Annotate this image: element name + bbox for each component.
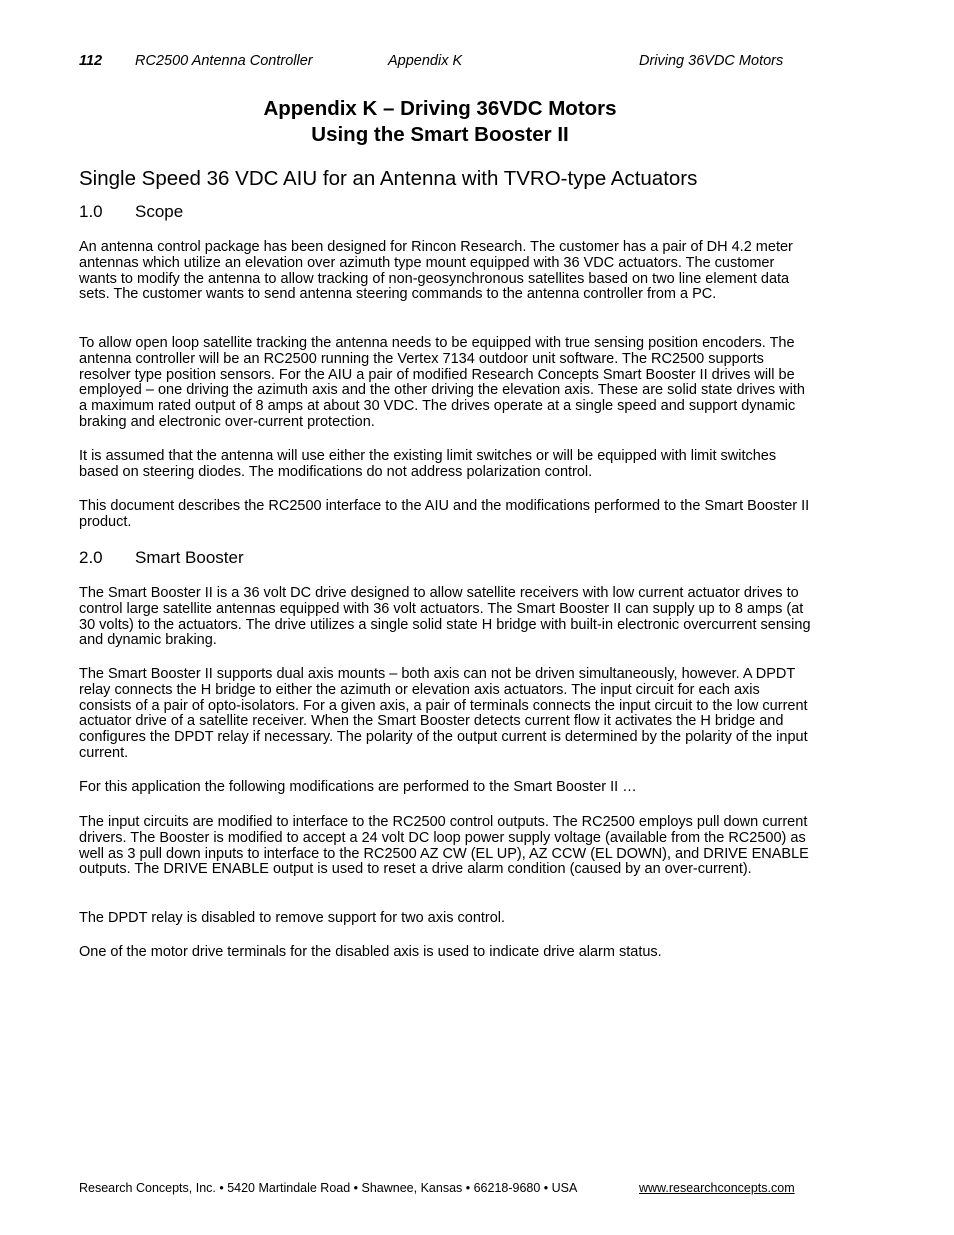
paragraph: One of the motor drive terminals for the disabled axis is used to indicate drive alarm status.: [79, 944, 662, 960]
document-title: [0, 96, 880, 148]
section-number: 2.0: [79, 548, 103, 567]
title-line-2: Using the Smart Booster II: [311, 123, 569, 146]
section-number: 1.0: [79, 202, 103, 221]
paragraph: The Smart Booster II is a 36 volt DC drive designed to allow satellite receivers with low current actuator drives to control large satellite antennas equipped with 36 volt actuators. The Smart Booster II can supply up to 8 amps (at 30 volts) to the actuators. The drive utilizes a single solid state H bridge with built-in electronic overcurrent sensing and dynamic braking.: [79, 585, 811, 649]
paragraph: For this application the following modifications are performed to the Smart Booster II …: [79, 779, 637, 795]
document-subtitle: Single Speed 36 VDC AIU for an Antenna with TVRO-type Actuators: [79, 167, 698, 190]
paragraph: The Smart Booster II supports dual axis mounts – both axis can not be driven simultaneously, however. A DPDT relay connects the H bridge to either the azimuth or elevation axis actuators. The input circuit for each axis consists of a pair of opto-isolators. For a given axis, a pair of terminals connects the input circuit to the low current actuator drive of a satellite receiver. When the Smart Booster detects current flow it activates the H bridge and configures the DPDT relay if necessary. The polarity of the output current is determined by the polarity of the input current.: [79, 666, 808, 761]
title-line-1: Appendix K – Driving 36VDC Motors: [263, 97, 617, 120]
section-title: Scope: [135, 202, 184, 221]
paragraph: An antenna control package has been designed for Rincon Research. The customer has a pair of DH 4.2 meter antennas which utilize an elevation over azimuth type mount equipped with 36 VDC actuators. The customer wants to modify the antenna to allow tracking of non-geosynchronous satellites based on two line element data sets. The customer wants to send antenna steering commands to the antenna controller from a PC.: [79, 239, 793, 303]
page-number: 112: [79, 53, 103, 69]
footer-website-link[interactable]: www.researchconcepts.com: [639, 1181, 795, 1195]
paragraph: It is assumed that the antenna will use either the existing limit switches or will be equipped with limit switches based on steering diodes. The modifications do not address polarization control.: [79, 448, 777, 480]
section-title: Smart Booster: [135, 548, 244, 567]
section-heading-scope: [79, 201, 183, 223]
footer-address: Research Concepts, Inc. • 5420 Martindale Road • Shawnee, Kansas • 66218-9680 • USA: [79, 1181, 578, 1195]
header-topic: Driving 36VDC Motors: [639, 53, 784, 69]
header-appendix: Appendix K: [388, 53, 463, 69]
paragraph: The input circuits are modified to interface to the RC2500 control outputs. The RC2500 employs pull down current drivers. The Booster is modified to accept a 24 volt DC loop power supply voltage (available from the RC2500) as well as 3 pull down inputs to interface to the RC2500 AZ CW (EL UP), AZ CCW (EL DOWN), and DRIVE ENABLE outputs. The DRIVE ENABLE output is used to reset a drive alarm condition (caused by an over-current).: [79, 814, 809, 878]
section-heading-smart-booster: [79, 547, 244, 569]
paragraph: The DPDT relay is disabled to remove support for two axis control.: [79, 910, 506, 926]
page-header: [0, 52, 954, 72]
paragraph: To allow open loop satellite tracking the antenna needs to be equipped with true sensing position encoders. The antenna controller will be an RC2500 running the Vertex 7134 outdoor unit software. The RC2500 supports resolver type position sensors. For the AIU a pair of modified Research Concepts Smart Booster II drives will be employed – one driving the azimuth axis and the other driving the elevation axis. These are solid state drives with a maximum rated output of 8 amps at about 30 VDC. The drives operate at a single speed and support dynamic braking and electronic over-current protection.: [79, 335, 805, 430]
header-product-name: RC2500 Antenna Controller: [135, 53, 313, 69]
paragraph: This document describes the RC2500 interface to the AIU and the modifications performed to the Smart Booster II product.: [79, 498, 810, 530]
